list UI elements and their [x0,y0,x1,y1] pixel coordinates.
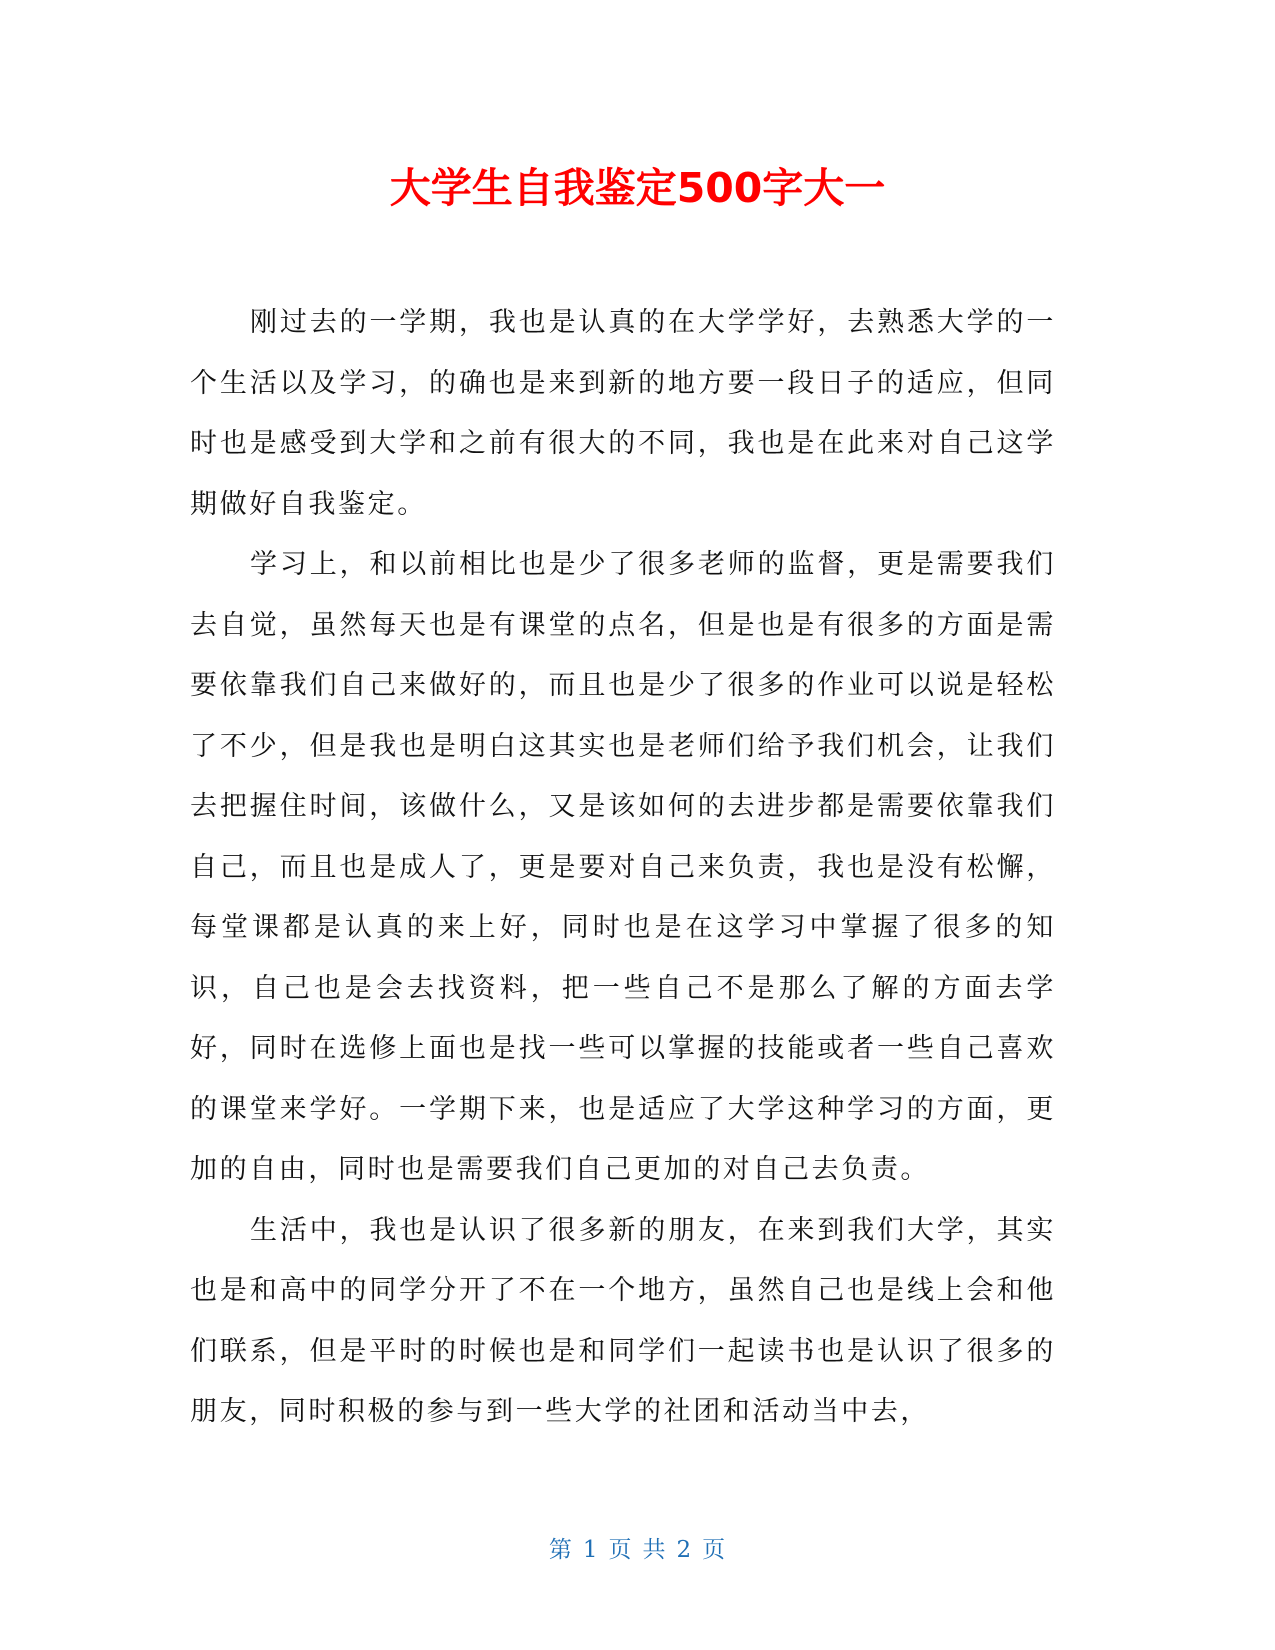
paragraph-life: 生活中，我也是认识了很多新的朋友，在来到我们大学，其实也是和高中的同学分开了不在一个地方，虽然自己也是线上会和他们联系，但是平时的时候也是和同学们一起读书也是认识了很多的朋友，同时积极的参与到一些大学的社团和活动当中去， [190,1214,1056,1427]
document-body [190,293,1056,1443]
document-title: 大学生自我鉴定500字大一 [389,164,886,212]
paragraph-intro: 刚过去的一学期，我也是认真的在大学学好，去熟悉大学的一个生活以及学习，的确也是来到新的地方要一段日子的适应，但同时也是感受到大学和之前有很大的不同，我也是在此来对自己这学期做好自我鉴定。 [190,307,1056,520]
footer-page-word: 页 [608,1537,633,1563]
footer-total-suffix: 页 [702,1537,727,1563]
page-number-footer [0,1535,1275,1565]
footer-total-pages: 2 [676,1537,693,1563]
footer-total-prefix: 共 [642,1537,667,1563]
paragraph-study: 学习上，和以前相比也是少了很多老师的监督，更是需要我们去自觉，虽然每天也是有课堂的点名，但是也是有很多的方面是需要依靠我们自己来做好的，而且也是少了很多的作业可以说是轻松了不少，但是我也是明白这其实也是老师们给予我们机会，让我们去把握住时间，该做什么，又是该如何的去进步都是需要依靠我们自己，而且也是成人了，更是要对自己来负责，我也是没有松懈，每堂课都是认真的来上好，同时也是在这学习中掌握了很多的知识，自己也是会去找资料，把一些自己不是那么了解的方面去学好，同时在选修上面也是找一些可以掌握的技能或者一些自己喜欢的课堂来学好。一学期下来，也是适应了大学这种学习的方面，更加的自由，同时也是需要我们自己更加的对自己去负责。 [190,549,1056,1185]
footer-prefix: 第 [548,1537,573,1563]
footer-current-page: 1 [582,1537,599,1563]
